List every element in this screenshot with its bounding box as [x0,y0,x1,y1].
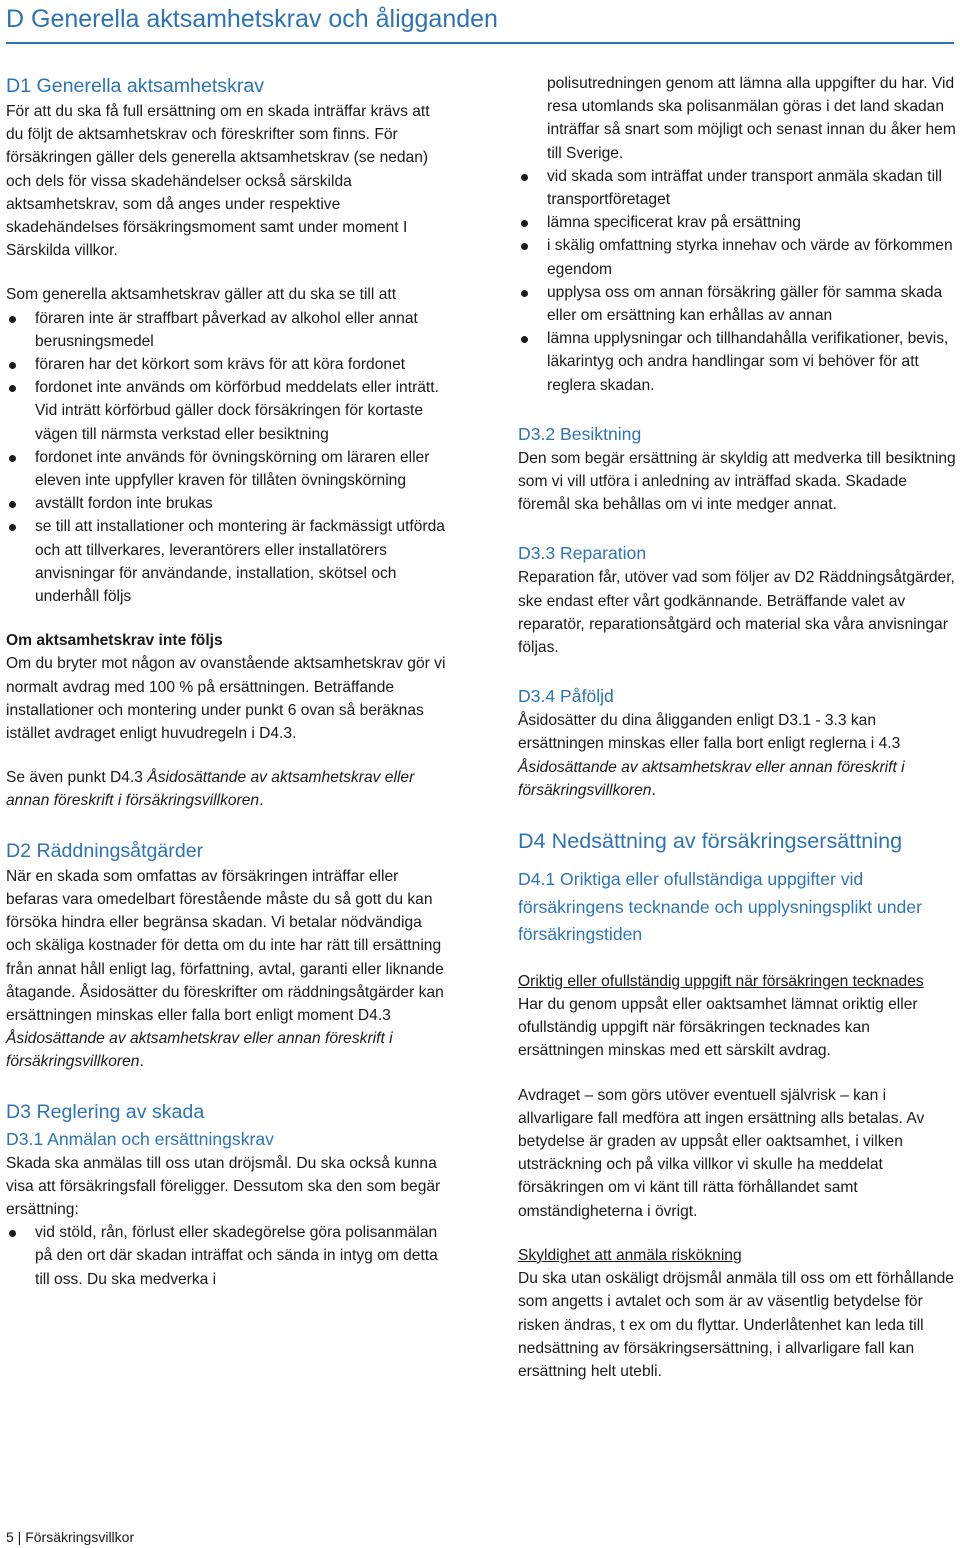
d31-bullet-list-continued [518,72,958,397]
section-d3-heading: D3 Reglering av skada [6,1100,205,1123]
section-d4-heading: D4 Nedsättning av försäkringsersättning [518,828,903,854]
risk-text: Du ska utan oskäligt dröjsmål anmäla till oss om ett förhållande som angetts i avtalet och som är av väsentlig betydelse för risken ändras, t ex om du flyttar. Underlåtenhet kan leda till nedsättning av försäkringsersättning, i allvarligare fall kan ersättning helt utebli. [518,1270,954,1380]
d1-list-heading: Som generella aktsamhetskrav gäller att du ska se till att [6,286,397,304]
bullet-icon [9,1230,16,1237]
bullet-icon [521,336,528,343]
right-column [518,72,958,1383]
d1-bullet-list [6,307,446,609]
bullet-icon [9,316,16,323]
list-item: lämna specificerat krav på ersättning [518,211,958,234]
d41-sub-heading: Oriktig eller ofullständig uppgift när försäkringen tecknades [518,972,924,990]
section-d41-heading: D4.1 Oriktiga eller ofullständiga uppgifter vid försäkringens tecknande och upplysningsplikt under försäkringstiden [518,869,922,945]
section-d31-heading: D3.1 Anmälan och ersättningskrav [6,1128,274,1149]
see-also-text: Se även punkt D4.3 Åsidosättande av aktsamhetskrav eller annan föreskrift i försäkringsvillkoren. [6,769,415,810]
d31-bullet-list [6,1221,446,1291]
d33-text: Reparation får, utöver vad som följer av D2 Räddningsåtgärder, ske endast efter vårt godkännande. Beträffande valet av reparatör, reparationsåtgärd och material ska våra anvisningar följas. [518,569,955,657]
list-item: fordonet inte används om körförbud meddelats eller inträtt. Vid inträtt körförbud gäller dock försäkringen för kortaste vägen till närmsta verkstad eller besiktning [6,376,446,446]
d1-intro: För att du ska få full ersättning om en skada inträffar krävs att du följt de aktsamhetskrav och föreskrifter som finns. För försäkringen gäller dels generella aktsamhetskrav (se nedan) och dels för vissa skadehändelser också särskilda aktsamhetskrav, som då anges under respektive skadehändelses försäkringsmoment samt under moment I Särskilda villkor. [6,103,430,260]
bullet-icon [521,290,528,297]
bullet-icon [521,220,528,227]
page-footer: 5 | Försäkringsvillkor [6,1529,135,1545]
bullet-icon [9,362,16,369]
bullet-icon [521,174,528,181]
bullet-icon [9,524,16,531]
d41-text-1: Har du genom uppsåt eller oaktsamhet lämnat oriktig eller ofullständig uppgift när försäkringen tecknades kan ersättningen minskas med ett särskilt avdrag. [518,996,918,1060]
page-title: D Generella aktsamhetskrav och åligganden [6,2,954,44]
section-d2-heading: D2 Räddningsåtgärder [6,839,204,862]
bullet-icon [9,501,16,508]
not-followed-text: Om du bryter mot någon av ovanstående aktsamhetskrav gör vi normalt avdrag med 100 % på ersättningen. Beträffande installationer och montering under punkt 6 ovan så beräknas istället avdraget enligt huvudregeln i D4.3. [6,655,446,743]
list-item: fordonet inte används för övningskörning om läraren eller eleven inte uppfyller kraven för tillåten övningskörning [6,446,446,492]
list-item: lämna upplysningar och tillhandahålla verifikationer, bevis, läkarintyg och andra handlingar som vi behöver för att reglera skadan. [518,327,958,397]
list-item: polisutredningen genom att lämna alla uppgifter du har. Vid resa utomlands ska polisanmälan göras i det land skadan inträffar så snart som möjligt och senast innan du åker hem till Sverige. [547,75,956,162]
list-item: se till att installationer och montering är fackmässigt utförda och att tillverkares, leverantörers eller installatörers anvisningar för användande, installation, skötsel och underhåll följs [6,515,446,608]
d32-text: Den som begär ersättning är skyldig att medverka till besiktning som vi vill utföra i anledning av inträffad skada. Skadade föremål ska behållas om vi inte medger annat. [518,449,956,514]
list-item: föraren har det körkort som krävs för att köra fordonet [6,353,446,376]
list-item: föraren inte är straffbart påverkad av alkohol eller annat berusningsmedel [6,307,446,353]
not-followed-heading: Om aktsamhetskrav inte följs [6,632,223,650]
list-item: upplysa oss om annan försäkring gäller för samma skada eller om ersättning kan erhållas av annan [518,281,958,327]
risk-heading: Skyldighet att anmäla riskökning [518,1246,742,1264]
d31-text: Skada ska anmälas till oss utan dröjsmål. Du ska också kunna visa att försäkringsfall föreligger. Dessutom ska den som begär ersättning: [6,1154,441,1218]
bullet-icon [9,455,16,462]
list-item: vid skada som inträffat under transport anmäla skadan till transportföretaget [518,165,958,211]
list-item: avställt fordon inte brukas [6,492,446,515]
bullet-icon [9,385,16,392]
section-d34-heading: D3.4 Påföljd [518,686,614,707]
list-item: vid stöld, rån, förlust eller skadegörelse göra polisanmälan på den ort där skadan inträffat och sända in intyg om detta till oss. Du ska medverka i [6,1221,446,1291]
list-item: i skälig omfattning styrka innehav och värde av förkommen egendom [518,234,958,280]
d41-text-2: Avdraget – som görs utöver eventuell självrisk – kan i allvarligare fall medföra att ingen ersättning alls betalas. Av betydelse är graden av uppsåt eller oaktsamhet, i vilken utsträckning och på vilka villkor vi skulle ha meddelat försäkringen om vi känt till rätta förhållandet samt omständigheterna i övrigt. [518,1086,925,1220]
left-column [6,72,446,1291]
d2-text: När en skada som omfattas av försäkringen inträffar eller befaras vara omedelbart förestående måste du så gott du kan försöka hindra eller begränsa skadan. Vi betalar nödvändiga och skäliga kostnader för detta om du inte har rätt till ersättning från annat håll enligt lag, författning, avtal, garanti eller liknande åtagande. Åsidosätter du föreskrifter om räddningsåtgärder kan ersättningen minskas eller falla bort enligt moment D4.3 Åsidosättande av aktsamhetskrav eller annan föreskrift i försäkringsvillkoren. [6,867,444,1071]
bullet-icon [521,243,528,250]
d34-text: Åsidosätter du dina åligganden enligt D3.1 - 3.3 kan ersättningen minskas eller falla bort enligt reglerna i 4.3 Åsidosättande av aktsamhetskrav eller annan föreskrift i försäkringsvillkoren. [518,712,905,799]
section-d33-heading: D3.3 Reparation [518,543,647,564]
section-d32-heading: D3.2 Besiktning [518,423,642,444]
section-d1-heading: D1 Generella aktsamhetskrav [6,75,265,97]
